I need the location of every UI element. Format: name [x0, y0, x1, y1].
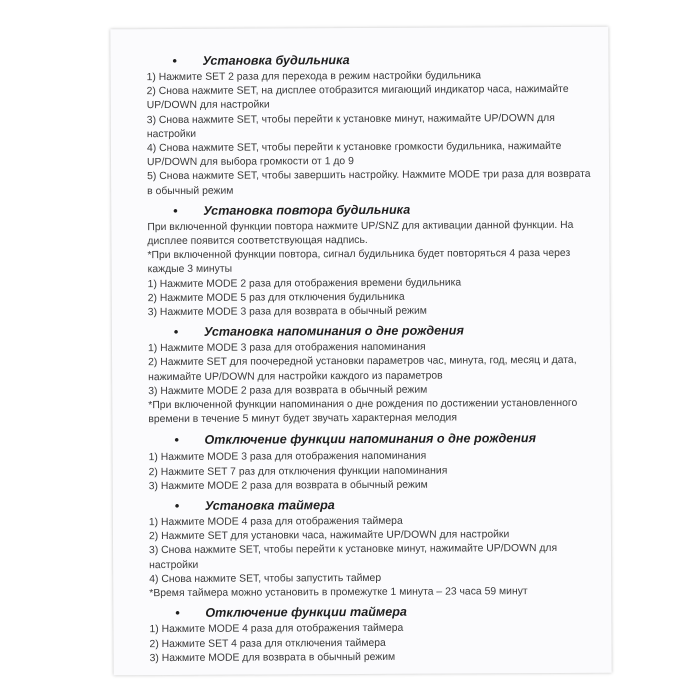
section-birthday-reminder — [148, 321, 597, 428]
section-title: Установка будильника — [202, 53, 350, 68]
instruction-sheet — [110, 27, 611, 676]
section-title: Отключение функции таймера — [205, 605, 407, 621]
bullet-icon: • — [172, 53, 177, 68]
instruction-line: 1) Нажмите MODE 4 раза для отображения таймера — [148, 515, 403, 529]
section-heading — [149, 495, 597, 515]
bullet-icon: • — [173, 325, 179, 340]
instruction-line: 3) Нажмите MODE 2 раза для возврата в обычный режим — [148, 384, 428, 397]
section-timer-off — [149, 602, 597, 666]
instruction-line: 4) Снова нажмите SET, чтобы запустить таймер — [149, 572, 382, 586]
instruction-line: 2) Нажмите SET для установки часа, нажимайте UP/DOWN для настройки — [148, 529, 510, 543]
instruction-line: 2) Снова нажмите SET, на дисплее отобразится мигающий индикатор часа, нажимайте UP/DOWN для настройки — [146, 84, 569, 112]
instruction-line: 3) Снова нажмите SET, чтобы перейти к установке минут, нажимайте UP/DOWN для настройки — [146, 112, 555, 140]
instruction-line: При включенной функции повтора нажмите UP/SNZ для активации данной функции. На дисплее появится соответствующая надпись. — [147, 219, 574, 248]
section-title: Установка напоминания о дне рождения — [203, 323, 464, 340]
section-heading — [146, 50, 594, 70]
bullet-icon: • — [174, 433, 179, 448]
section-alarm-repeat — [147, 200, 596, 321]
instruction-line: 1) Нажмите SET 2 раза для перехода в режим настройки будильника — [146, 70, 482, 84]
instruction-line: 2) Нажмите MODE 5 раз для отключения будильника — [147, 291, 405, 304]
section-title: Установка таймера — [204, 498, 335, 513]
section-title: Установка повтора будильника — [203, 202, 411, 218]
instruction-line: 3) Снова нажмите SET, чтобы перейти к установке минут, нажимайте UP/DOWN для настройки — [149, 543, 558, 571]
instruction-line: 2) Нажмите SET 4 раза для отключения таймера — [149, 637, 386, 650]
section-heading — [148, 321, 596, 341]
instruction-line: 2) Нажмите SET 7 раз для отключения функции напоминания — [148, 465, 448, 478]
instruction-line: 3) Нажмите MODE для возврата в обычный режим — [149, 651, 396, 664]
instruction-line: 1) Нажмите MODE 4 раза для отображения таймера — [149, 623, 404, 636]
instruction-line: 5) Снова нажмите SET, чтобы завершить настройку. Нажмите MODE три раза для возврата в обычный режим — [147, 169, 591, 197]
section-timer-setup — [149, 495, 598, 602]
section-heading — [148, 428, 596, 450]
instruction-line: 3) Нажмите MODE 2 раза для возврата в обычный режим — [148, 479, 428, 492]
instruction-line: 1) Нажмите MODE 3 раза для отображения напоминания — [147, 341, 426, 355]
instruction-note: *При включенной функции напоминания о дне рождения по достижении установленного времени в течение 5 минут будет звучать характерная мелодия — [148, 397, 578, 426]
instruction-line: 1) Нажмите MODE 3 раза для отображения напоминания — [148, 451, 427, 464]
section-heading — [147, 200, 595, 220]
section-title: Отключение функции напоминания о дне рождения — [204, 431, 537, 448]
bullet-icon: • — [173, 203, 178, 218]
section-heading — [149, 602, 597, 622]
instruction-line: 2) Нажмите SET для поочередной установки параметров час, минута, год, месяц и дата, нажимайте UP/DOWN для настройки каждого из параметров — [148, 355, 577, 383]
section-birthday-reminder-off — [148, 428, 596, 494]
bullet-icon: • — [174, 499, 180, 514]
instruction-line: 4) Снова нажмите SET, чтобы перейти к установке громкости будильника, нажимайте UP/DOWN для выбора громкости от 1 до 9 — [146, 140, 562, 169]
section-alarm-setup — [146, 50, 595, 199]
instruction-note: *При включенной функции повтора, сигнал будильника будет повторяться 4 раза через каждые 3 минуты — [147, 248, 571, 276]
instructions-content — [146, 49, 597, 669]
instruction-note: *Время таймера можно установить в промежутке 1 минута – 23 часа 59 минут — [149, 586, 528, 600]
bullet-icon: • — [175, 606, 180, 621]
instruction-line: 1) Нажмите MODE 2 раза для отображения времени будильника — [147, 277, 462, 290]
instruction-line: 3) Нажмите MODE 3 раза для возврата в обычный режим — [147, 305, 427, 319]
